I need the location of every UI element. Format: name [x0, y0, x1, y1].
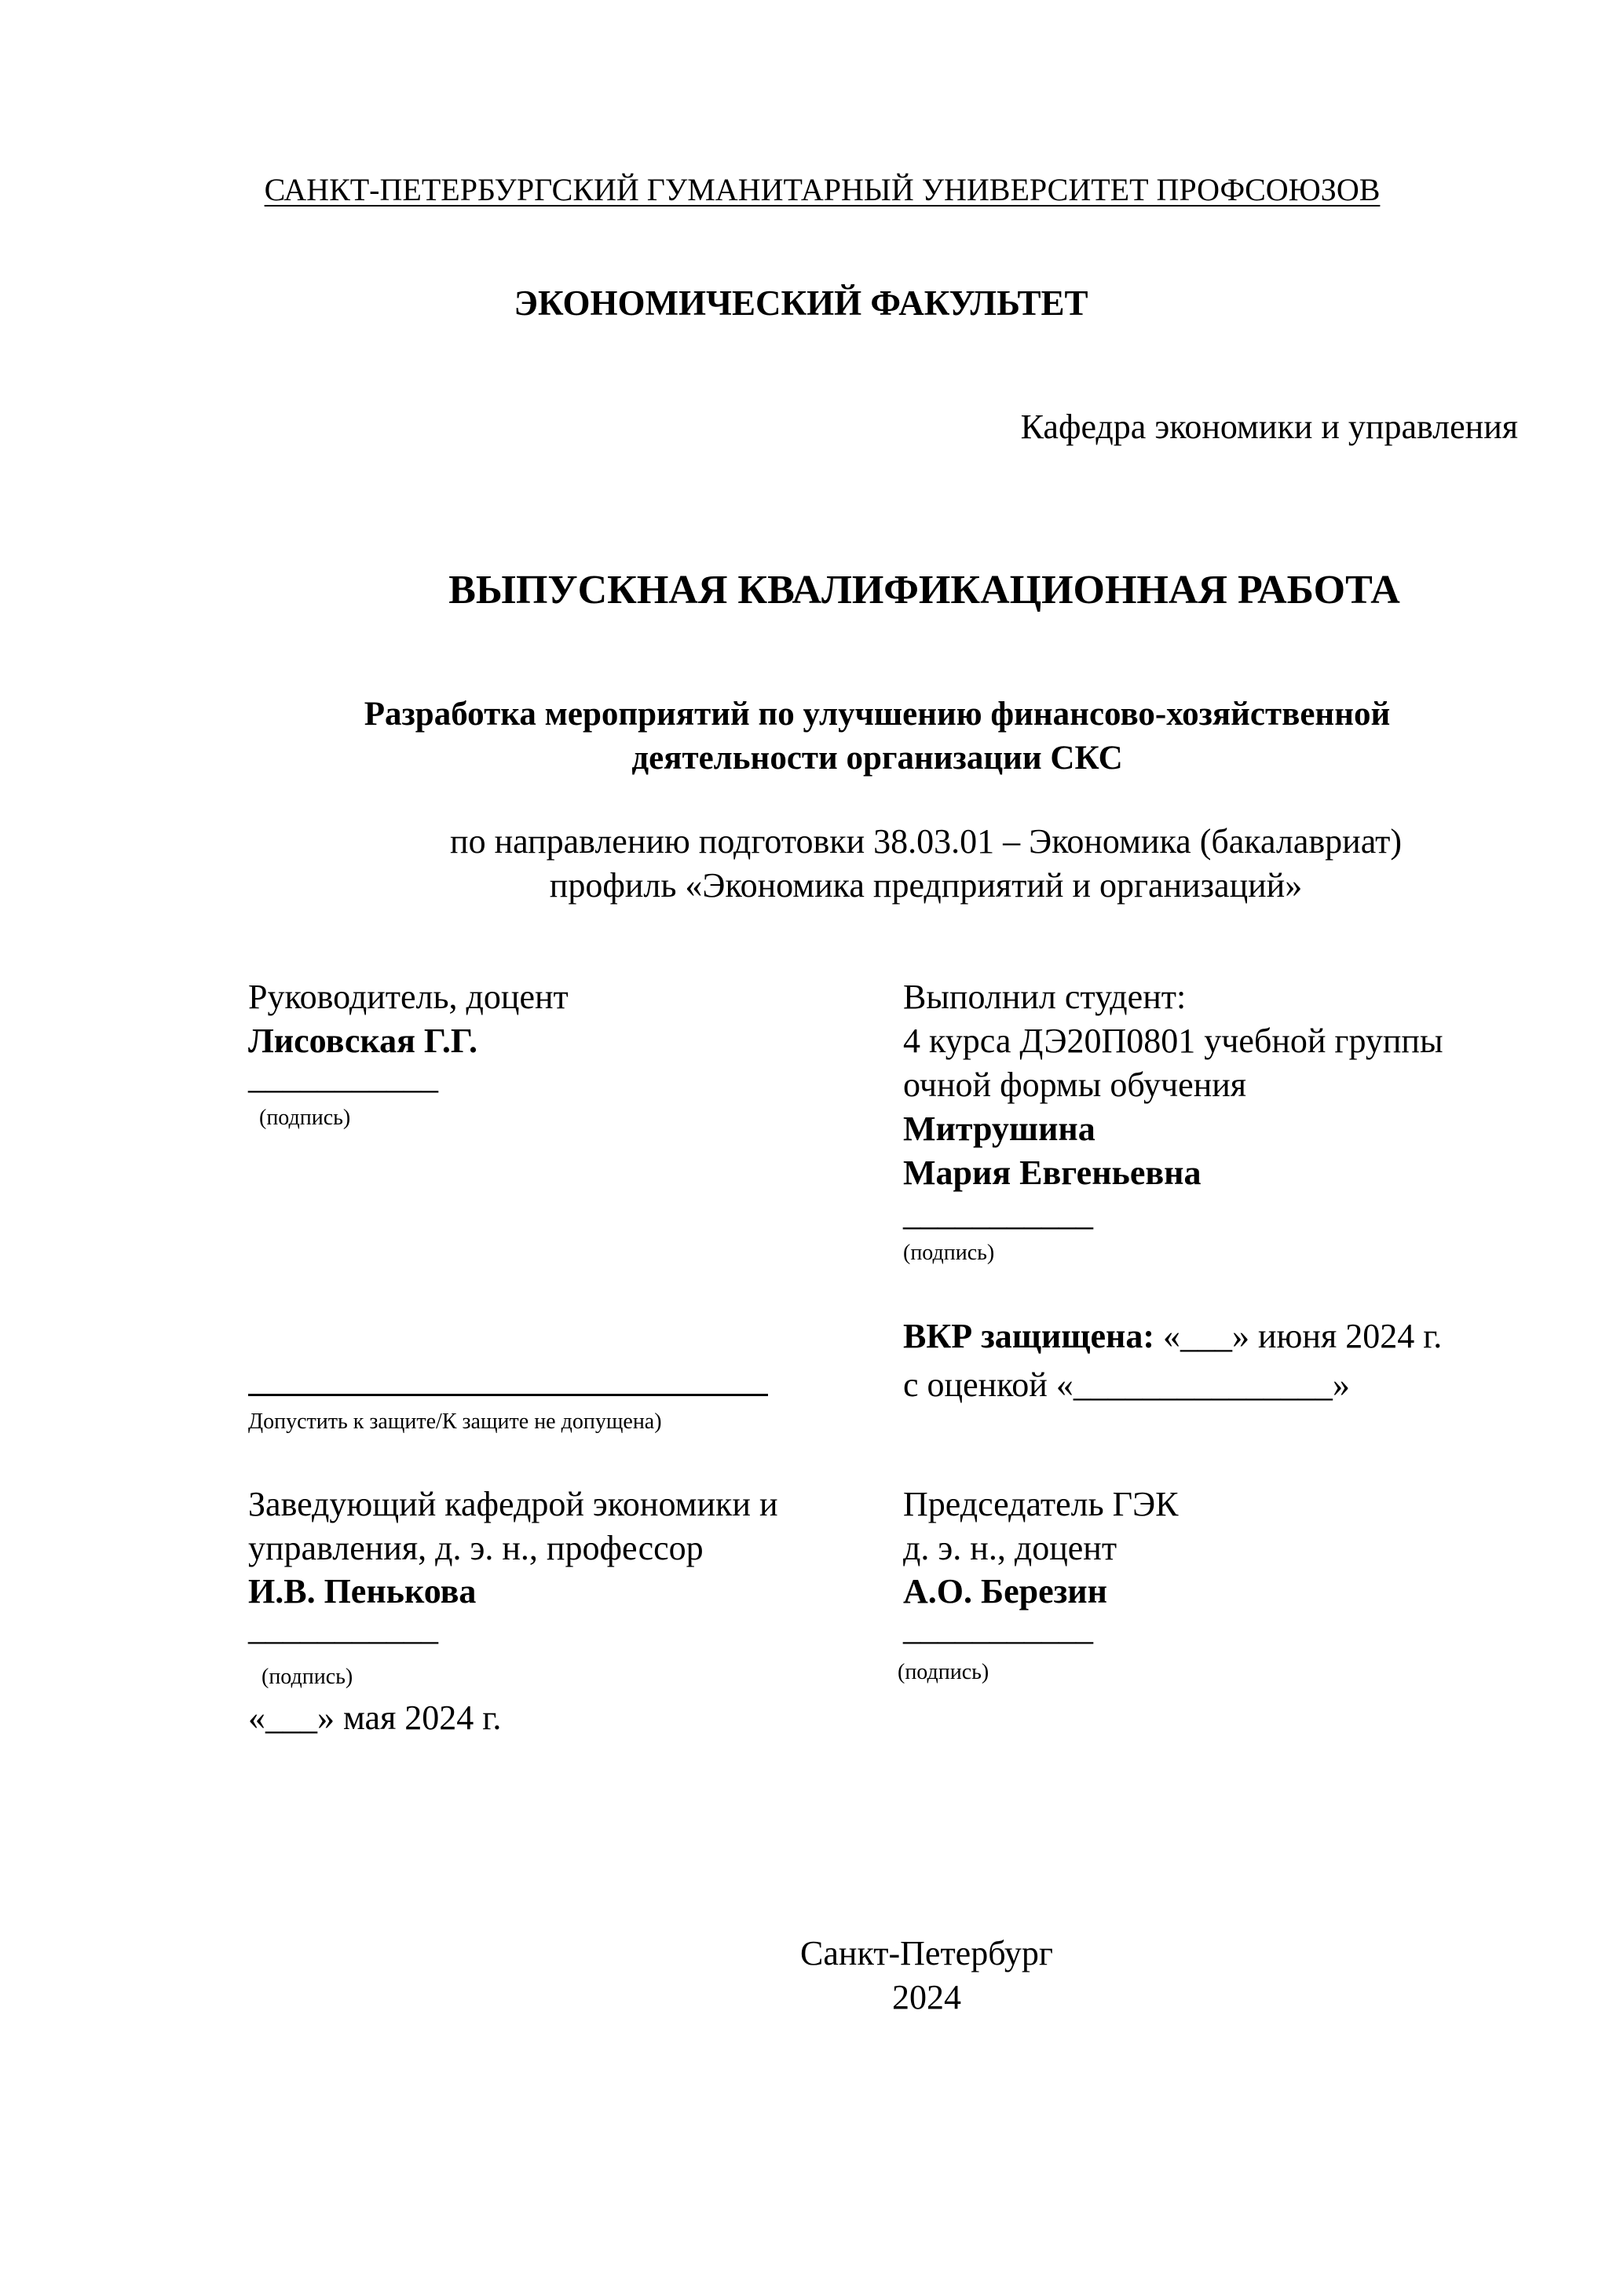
head-date: «___» мая 2024 г. — [248, 1698, 502, 1737]
student-surname: Митрушина — [903, 1110, 1095, 1148]
direction: по направлению подготовки 38.03.01 – Экономика (бакалавриат) — [450, 822, 1402, 861]
defense-date: «___» июня 2024 г. — [1163, 1317, 1443, 1355]
head-signature-caption: (подпись) — [262, 1665, 353, 1689]
student-group: 4 курса ДЭ20П0801 учебной группы — [903, 1022, 1443, 1060]
supervisor-signature-line: ___________ — [248, 1058, 438, 1096]
student-label: Выполнил студент: — [903, 978, 1187, 1016]
defense-grade: с оценкой «_______________» — [903, 1366, 1350, 1404]
document-type: ВЫПУСКНАЯ КВАЛИФИКАЦИОННАЯ РАБОТА — [448, 568, 1400, 612]
chair-signature-caption: (подпись) — [898, 1660, 989, 1684]
student-signature-line: ___________ — [903, 1194, 1093, 1233]
chair-signature-line: ___________ — [903, 1609, 1093, 1647]
defense-line — [903, 1319, 1442, 1354]
chair-name: А.О. Березин — [903, 1572, 1108, 1610]
city: Санкт-Петербург — [800, 1934, 1053, 1972]
faculty-name: ЭКОНОМИЧЕСКИЙ ФАКУЛЬТЕТ — [514, 283, 1088, 323]
admission-signature-line — [248, 1394, 768, 1396]
student-signature-caption: (подпись) — [903, 1241, 995, 1265]
topic-line-2: деятельности организации СКС — [631, 740, 1123, 777]
chair-role-line-2: д. э. н., доцент — [903, 1529, 1117, 1567]
topic-line-1: Разработка мероприятий по улучшению финансово-хозяйственной — [364, 696, 1391, 733]
student-form: очной формы обучения — [903, 1066, 1247, 1104]
head-role-line-1: Заведующий кафедрой экономики и — [248, 1485, 778, 1523]
head-role-line-2: управления, д. э. н., профессор — [248, 1529, 704, 1567]
supervisor-signature-caption: (подпись) — [259, 1106, 351, 1130]
head-name: И.В. Пенькова — [248, 1572, 477, 1610]
department-name: Кафедра экономики и управления — [1020, 408, 1518, 446]
chair-role-line-1: Председатель ГЭК — [903, 1485, 1179, 1523]
head-signature-line: ___________ — [248, 1609, 438, 1647]
supervisor-role: Руководитель, доцент — [248, 978, 569, 1016]
year: 2024 — [892, 1978, 961, 2016]
student-name: Мария Евгеньевна — [903, 1153, 1202, 1192]
defense-label: ВКР защищена: — [903, 1317, 1154, 1355]
profile: профиль «Экономика предприятий и организаций» — [549, 866, 1303, 905]
admission-caption: Допустить к защите/К защите не допущена) — [248, 1409, 662, 1434]
university-name: САНКТ-ПЕТЕРБУРГСКИЙ ГУМАНИТАРНЫЙ УНИВЕРСИТЕТ ПРОФСОЮЗОВ — [264, 172, 1381, 207]
supervisor-name: Лисовская Г.Г. — [248, 1022, 477, 1060]
